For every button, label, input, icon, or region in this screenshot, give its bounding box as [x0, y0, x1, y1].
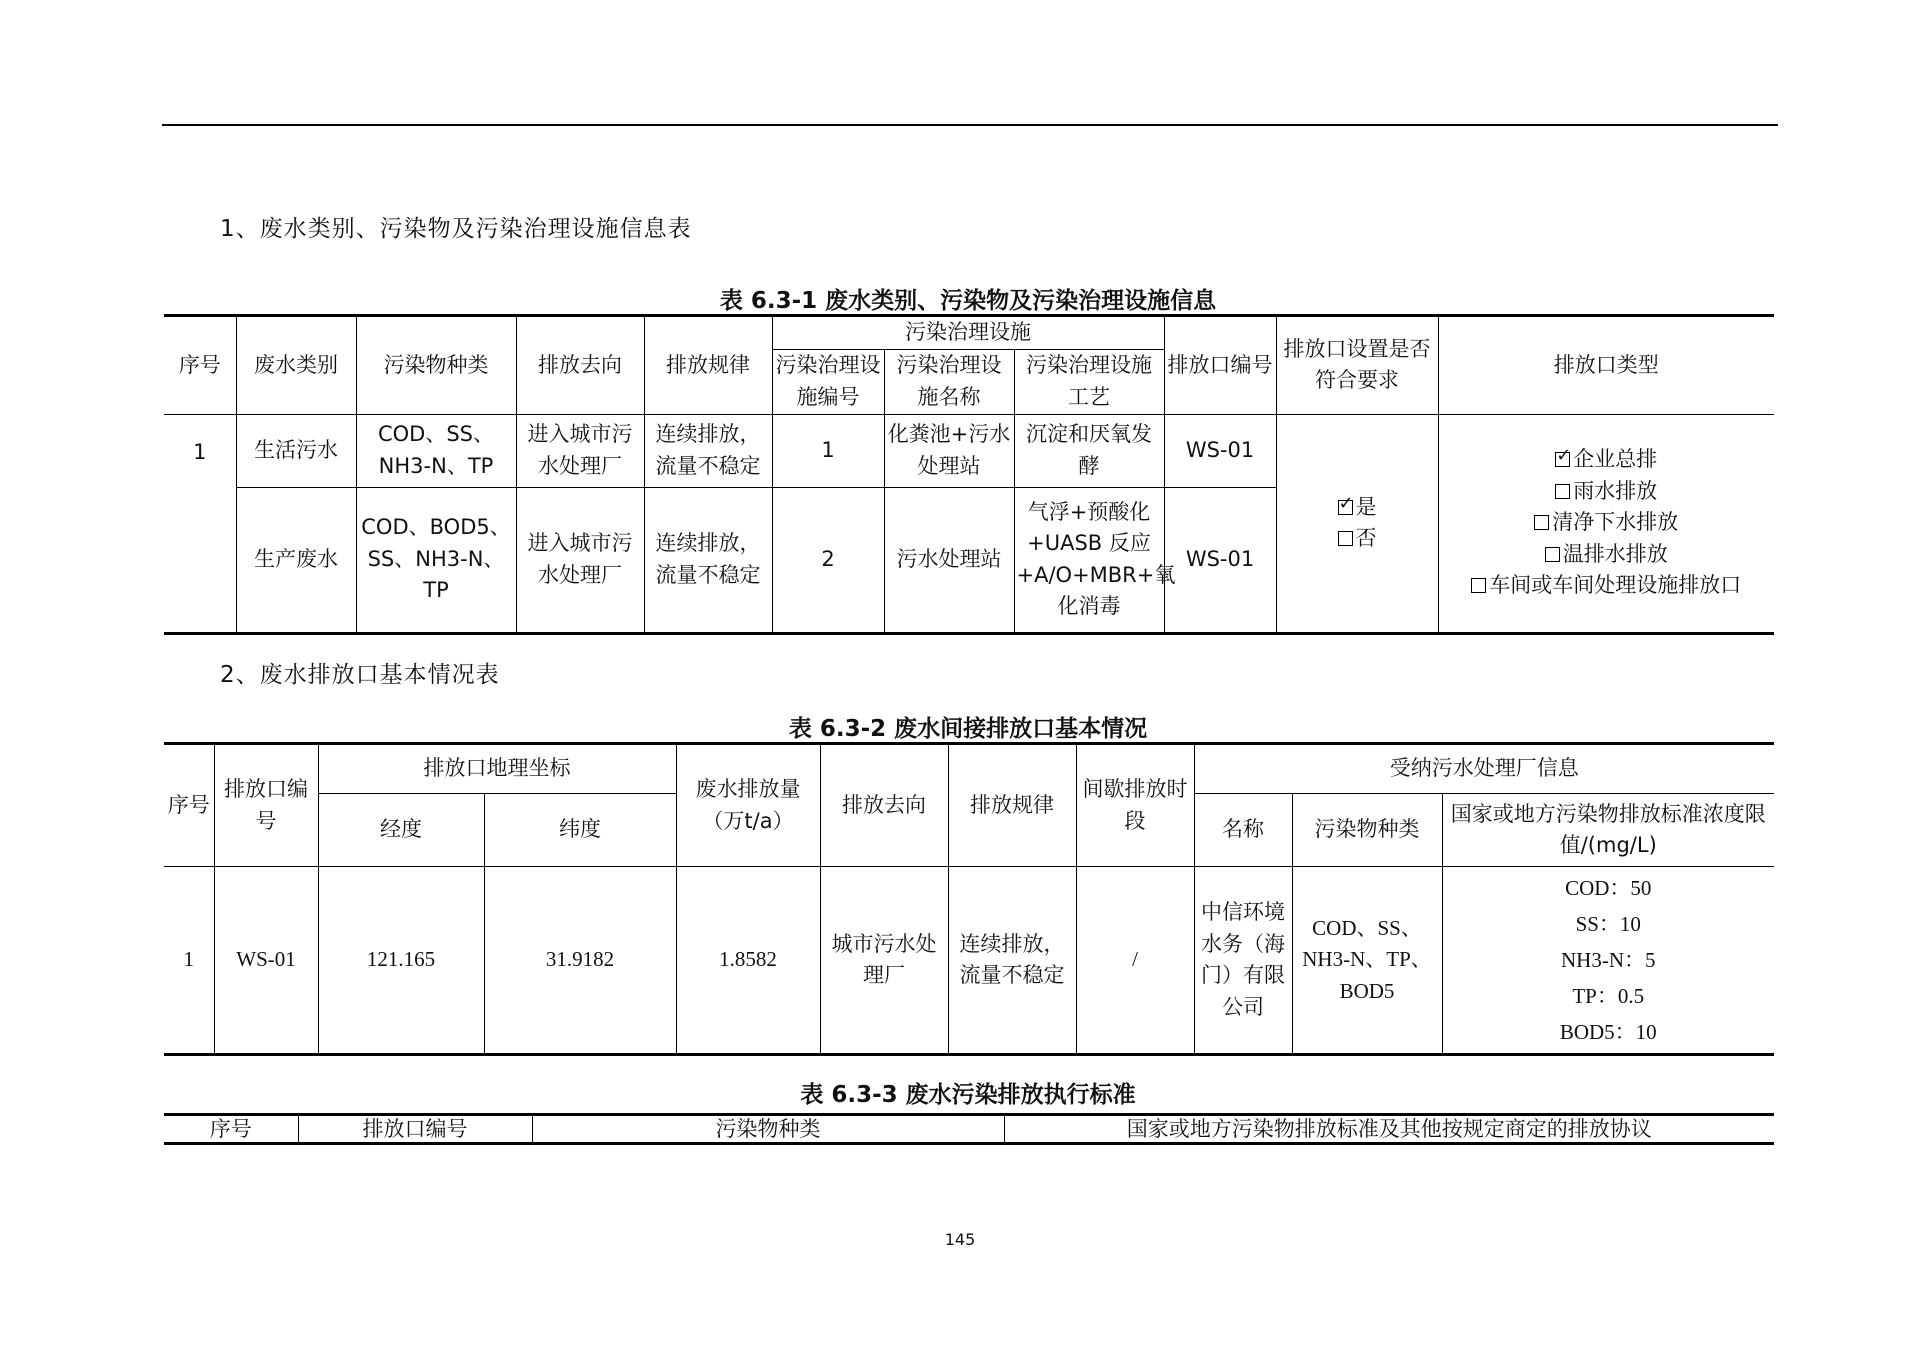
t2-row-pattern: 连续排放，流量不稳定 — [948, 867, 1076, 1055]
t1-header-facility-group: 污染治理设施 — [772, 316, 1164, 350]
wastewater-info-table — [164, 314, 1774, 635]
t2-header-pattern: 排放规律 — [948, 744, 1076, 867]
t1-header-outlet-type: 排放口类型 — [1438, 316, 1774, 415]
t2-row-lat: 31.9182 — [484, 867, 676, 1055]
t2-header-lon: 经度 — [318, 794, 484, 867]
t2-header-outlet-id: 排放口编号 — [214, 744, 318, 867]
empty-box-icon — [1555, 484, 1570, 499]
t1-header-seq: 序号 — [164, 316, 236, 415]
t1-row2-facility-name: 污水处理站 — [884, 487, 1014, 633]
t2-row-seq: 1 — [164, 867, 214, 1055]
t2-header-geo: 排放口地理坐标 — [318, 744, 676, 794]
limit-bod5: BOD5：10 — [1559, 1020, 1657, 1044]
t2-row-intermittent: / — [1076, 867, 1194, 1055]
t1-header-facility-name: 污染治理设施名称 — [884, 349, 1014, 414]
t1-row2-outlet-id: WS-01 — [1164, 487, 1276, 633]
emission-standard-table — [164, 1113, 1774, 1145]
t2-header-intermittent: 间歇排放时段 — [1076, 744, 1194, 867]
t2-row-plant-pollutants: COD、SS、NH3-N、TP、BOD5 — [1292, 867, 1442, 1055]
t1-header-compliant: 排放口设置是否符合要求 — [1276, 316, 1438, 415]
checked-box-icon — [1338, 500, 1353, 515]
t2-header-volume: 废水排放量（万t/a） — [676, 744, 820, 867]
t1-row1-outlet-id: WS-01 — [1164, 414, 1276, 487]
t1-header-facility-id: 污染治理设施编号 — [772, 349, 884, 414]
t1-row1-category: 生活污水 — [236, 414, 356, 487]
checked-box-icon — [1555, 452, 1570, 467]
empty-box-icon — [1534, 515, 1549, 530]
section-heading-2: 2、废水排放口基本情况表 — [220, 662, 500, 688]
t1-header-facility-process: 污染治理设施工艺 — [1014, 349, 1164, 414]
t2-row-volume: 1.8582 — [676, 867, 820, 1055]
t1-header-category: 废水类别 — [236, 316, 356, 415]
t2-row-outlet-id: WS-01 — [214, 867, 318, 1055]
t1-row1-destination: 进入城市污水处理厂 — [516, 414, 644, 487]
t3-header-standard: 国家或地方污染物排放标准及其他按规定商定的排放协议 — [1004, 1115, 1774, 1144]
limit-cod: COD：50 — [1565, 876, 1652, 900]
t1-header-outlet-id: 排放口编号 — [1164, 316, 1276, 415]
t1-row1-seq: 1 — [164, 414, 236, 633]
limit-nh3n: NH3-N：5 — [1561, 948, 1656, 972]
t1-header-pollutants: 污染物种类 — [356, 316, 516, 415]
t2-row-destination: 城市污水处理厂 — [820, 867, 948, 1055]
empty-box-icon — [1338, 531, 1353, 546]
section-heading-1: 1、废水类别、污染物及污染治理设施信息表 — [220, 216, 692, 242]
t3-header-pollutants: 污染物种类 — [532, 1115, 1004, 1144]
outlet-type-checkboxes — [1438, 414, 1774, 633]
t2-row-plant-name: 中信环境水务（海门）有限公司 — [1194, 867, 1292, 1055]
t1-row1-facility-process: 沉淀和厌氧发酵 — [1014, 414, 1164, 487]
t1-row2-destination: 进入城市污水处理厂 — [516, 487, 644, 633]
t2-header-lat: 纬度 — [484, 794, 676, 867]
t3-header-outlet-id: 排放口编号 — [298, 1115, 532, 1144]
empty-box-icon — [1545, 547, 1560, 562]
t1-row2-pollutants: COD、BOD5、SS、NH3-N、TP — [356, 487, 516, 633]
t1-header-destination: 排放去向 — [516, 316, 644, 415]
outlet-type-option-workshop[interactable]: 车间或车间处理设施排放口 — [1441, 570, 1773, 602]
t2-header-plant-limits: 国家或地方污染物排放标准浓度限值/(mg/L) — [1442, 794, 1774, 867]
t2-header-plant-pollutants: 污染物种类 — [1292, 794, 1442, 867]
header-rule — [162, 124, 1778, 126]
outlet-type-option-clean[interactable]: 清净下水排放 — [1441, 507, 1773, 539]
outlet-type-option-rain[interactable]: 雨水排放 — [1441, 476, 1773, 508]
table3-caption: 表 6.3-3 废水污染排放执行标准 — [800, 1082, 1136, 1108]
t2-header-plant-name: 名称 — [1194, 794, 1292, 867]
limit-ss: SS：10 — [1575, 912, 1641, 936]
outlet-type-option-main[interactable]: ✓企业总排 — [1441, 444, 1773, 476]
outlet-info-table — [164, 742, 1774, 1056]
outlet-type-option-warm[interactable]: 温排水排放 — [1441, 539, 1773, 571]
t2-row-limits — [1442, 867, 1774, 1055]
t1-row1-facility-name: 化粪池+污水处理站 — [884, 414, 1014, 487]
t1-row2-category: 生产废水 — [236, 487, 356, 633]
t1-row2-pattern: 连续排放，流量不稳定 — [644, 487, 772, 633]
t1-header-pattern: 排放规律 — [644, 316, 772, 415]
t1-row1-pollutants: COD、SS、NH3-N、TP — [356, 414, 516, 487]
table-row — [164, 414, 1774, 487]
table1-caption: 表 6.3-1 废水类别、污染物及污染治理设施信息 — [719, 288, 1217, 314]
t1-row2-facility-id: 2 — [772, 487, 884, 633]
table-row — [164, 867, 1774, 1055]
table2-caption: 表 6.3-2 废水间接排放口基本情况 — [788, 716, 1148, 742]
compliance-option-no[interactable]: 否 — [1279, 523, 1436, 555]
t2-header-destination: 排放去向 — [820, 744, 948, 867]
empty-box-icon — [1471, 578, 1486, 593]
page-number: 145 — [944, 1230, 976, 1249]
t2-row-lon: 121.165 — [318, 867, 484, 1055]
t2-header-plant-group: 受纳污水处理厂信息 — [1194, 744, 1774, 794]
t1-row2-facility-process: 气浮+预酸化+UASB 反应+A/O+MBR+氧化消毒 — [1014, 487, 1164, 633]
t3-header-seq: 序号 — [164, 1115, 298, 1144]
compliance-option-yes[interactable]: ✓是 — [1279, 492, 1436, 524]
t1-row1-facility-id: 1 — [772, 414, 884, 487]
t2-header-seq: 序号 — [164, 744, 214, 867]
t1-row1-pattern: 连续排放，流量不稳定 — [644, 414, 772, 487]
compliance-checkboxes — [1276, 414, 1438, 633]
limit-tp: TP：0.5 — [1572, 984, 1645, 1008]
